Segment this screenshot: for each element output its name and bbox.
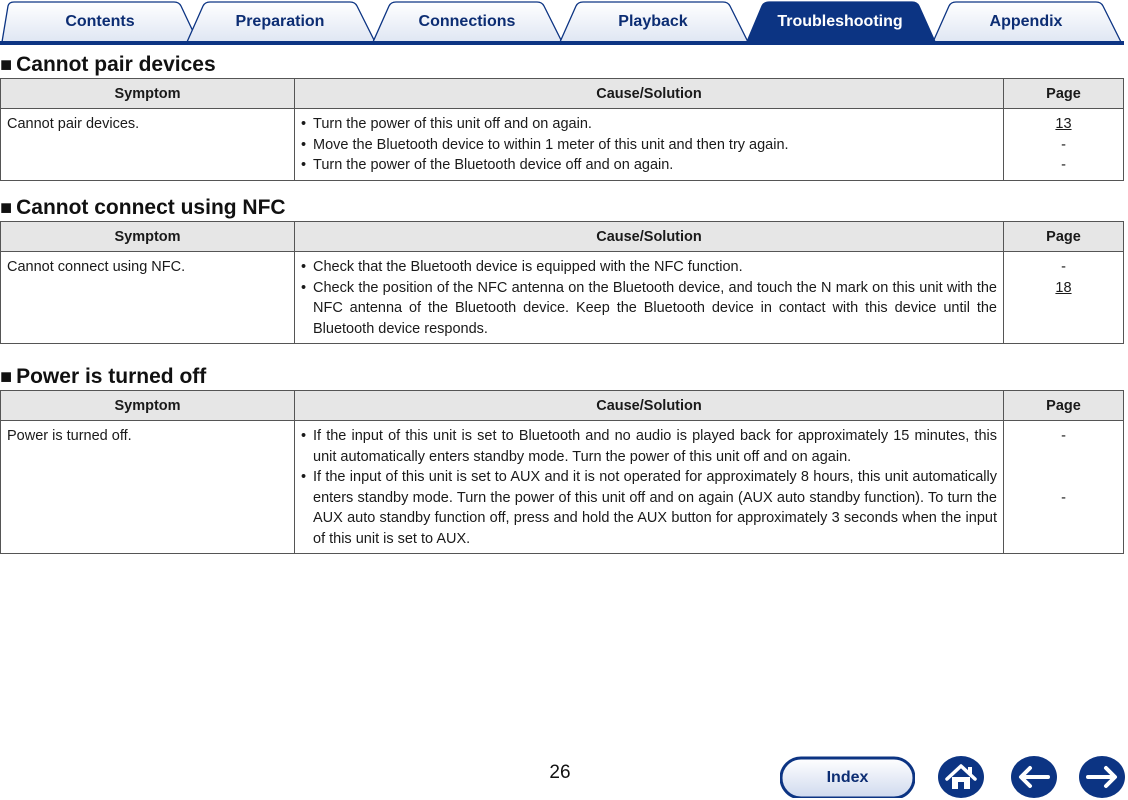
header-symptom: Symptom — [1, 79, 295, 109]
header-cause-solution: Cause/Solution — [295, 222, 1004, 252]
symptom-cell: Cannot connect using NFC. — [1, 252, 295, 344]
solution-item: • Turn the power of the Bluetooth device off and on again. — [301, 155, 997, 176]
page-link[interactable]: 18 — [1055, 279, 1072, 296]
header-page: Page — [1004, 391, 1124, 421]
solution-cell — [295, 252, 1004, 344]
solution-item: • If the input of this unit is set to AUX and it is not operated for approximately 8 hours, this unit automatically enters standby mode. Turn the power of this unit off and on again (AUX auto standby function). To turn the AUX auto standby function off, press and hold the AUX button for approximately 3 seconds when the input of this unit is set to AUX. — [301, 467, 997, 549]
index-label: Index — [826, 769, 869, 786]
section-cannot-connect-nfc — [0, 195, 1123, 344]
troubleshooting-table — [0, 221, 1124, 344]
header-cause-solution: Cause/Solution — [295, 79, 1004, 109]
section-power-turned-off — [0, 364, 1123, 554]
symptom-cell: Power is turned off. — [1, 421, 295, 554]
index-button[interactable] — [780, 756, 915, 798]
troubleshooting-table — [0, 390, 1124, 554]
home-button[interactable] — [937, 755, 985, 799]
table-header-row — [1, 222, 1124, 252]
header-symptom: Symptom — [1, 391, 295, 421]
solution-item: • Check that the Bluetooth device is equipped with the NFC function. — [301, 257, 997, 278]
solution-item: • Move the Bluetooth device to within 1 meter of this unit and then try again. — [301, 135, 997, 156]
symptom-cell: Cannot pair devices. — [1, 109, 295, 181]
page-ref: - — [1061, 136, 1066, 153]
square-bullet-icon: ■ — [0, 366, 13, 388]
header-symptom: Symptom — [1, 222, 295, 252]
page-cell — [1004, 252, 1124, 344]
page-ref: - — [1061, 259, 1066, 275]
square-bullet-icon: ■ — [0, 197, 13, 219]
solution-item: • Turn the power of this unit off and on again. — [301, 114, 997, 135]
section-cannot-pair — [0, 52, 1123, 181]
tab-bar — [0, 0, 1128, 46]
page-number: 26 — [549, 762, 571, 783]
page-cell — [1004, 109, 1124, 181]
tab-contents[interactable]: Contents — [65, 13, 135, 30]
solution-item: • If the input of this unit is set to Bluetooth and no audio is played back for approximately 15 minutes, this unit automatically enters standby mode. Turn the power of this unit off and on again. — [301, 426, 997, 467]
section-title: ■ Cannot connect using NFC — [0, 196, 286, 219]
tab-baseline — [0, 41, 1124, 45]
square-bullet-icon: ■ — [0, 54, 13, 76]
arrow-left-icon — [1010, 755, 1058, 799]
page-ref: - — [1061, 428, 1066, 444]
tab-connections[interactable]: Connections — [418, 13, 516, 30]
table-row — [1, 421, 1124, 554]
page-cell — [1004, 421, 1124, 554]
back-button[interactable] — [1010, 755, 1058, 799]
troubleshooting-table — [0, 78, 1124, 181]
page-ref: - — [1061, 157, 1066, 173]
table-row — [1, 109, 1124, 181]
forward-button[interactable] — [1078, 755, 1126, 799]
tab-troubleshooting[interactable]: Troubleshooting — [777, 13, 903, 30]
table-row — [1, 252, 1124, 344]
page-link[interactable]: 13 — [1055, 116, 1072, 132]
tab-playback[interactable]: Playback — [618, 13, 688, 30]
header-cause-solution: Cause/Solution — [295, 391, 1004, 421]
section-title: ■ Cannot pair devices — [0, 53, 216, 76]
tab-appendix[interactable]: Appendix — [989, 13, 1063, 30]
page-ref: - — [1061, 489, 1066, 506]
header-page: Page — [1004, 222, 1124, 252]
table-header-row — [1, 391, 1124, 421]
solution-item: • Check the position of the NFC antenna on the Bluetooth device, and touch the N mark on this unit with the NFC antenna of the Bluetooth device. Keep the Bluetooth device in contact with this device until the Bluetooth device responds. — [301, 278, 997, 340]
solution-cell — [295, 109, 1004, 181]
solution-cell — [295, 421, 1004, 554]
table-header-row — [1, 79, 1124, 109]
arrow-right-icon — [1078, 755, 1126, 799]
tab-preparation[interactable]: Preparation — [235, 13, 325, 30]
header-page: Page — [1004, 79, 1124, 109]
section-title: ■ Power is turned off — [0, 365, 207, 388]
home-icon — [937, 755, 985, 799]
